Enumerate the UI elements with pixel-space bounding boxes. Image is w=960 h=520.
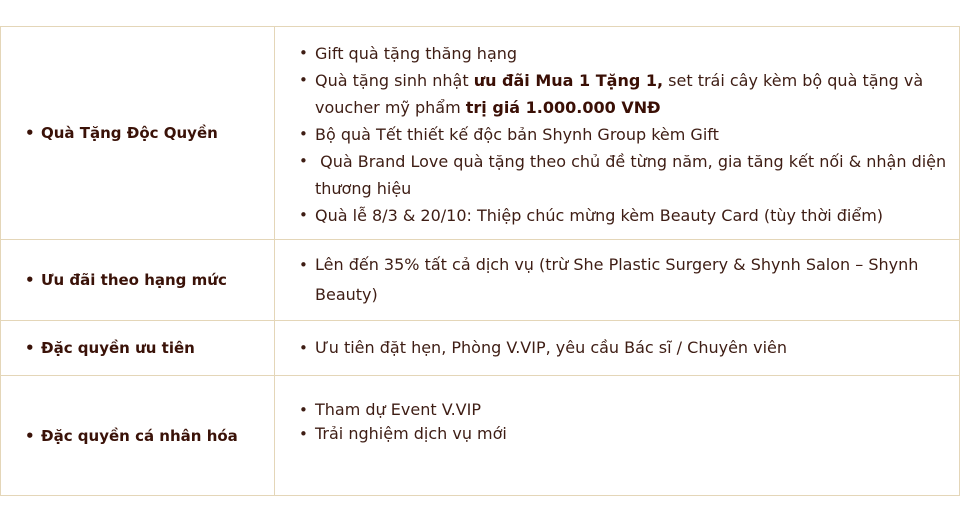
list-item xyxy=(25,427,238,445)
highlight-text: trị giá 1.000.000 VNĐ xyxy=(465,98,661,117)
benefit-detail-text xyxy=(315,40,517,67)
table-row xyxy=(1,321,960,376)
bullet-icon: • xyxy=(25,339,35,357)
benefit-details-cell xyxy=(275,27,960,239)
benefit-category-label: Đặc quyền cá nhân hóa xyxy=(41,426,238,445)
text-segment: Gift quà tặng thăng hạng xyxy=(315,44,518,63)
benefit-detail-text xyxy=(315,422,507,446)
benefit-category-label: Quà Tặng Độc Quyền xyxy=(41,124,218,142)
text-segment: Lên đến 35% tất cả dịch vụ (trừ She Plastic Surgery & Shynh Salon – Shynh Beauty) xyxy=(315,255,919,304)
text-segment: Quà lễ 8/3 & 20/10: Thiệp chúc mừng kèm Beauty Card (tùy thời điểm) xyxy=(315,206,884,225)
list-item xyxy=(25,339,195,357)
bullet-icon: • xyxy=(299,256,308,274)
bullet-icon: • xyxy=(299,339,308,357)
list-item xyxy=(299,40,949,67)
list-item xyxy=(25,271,227,289)
benefit-detail-text xyxy=(315,202,883,229)
benefit-details-cell xyxy=(275,240,960,320)
text-segment: Quà tặng sinh nhật xyxy=(315,71,474,90)
benefit-category-cell xyxy=(1,27,275,239)
bullet-icon: • xyxy=(299,206,308,224)
benefit-category-label: Ưu đãi theo hạng mức xyxy=(41,271,227,289)
table-row xyxy=(1,376,960,496)
bullet-icon: • xyxy=(25,124,35,142)
benefit-detail-text xyxy=(315,148,952,202)
benefit-category-cell xyxy=(1,240,275,320)
list-item xyxy=(299,148,952,202)
text-segment: Quà Brand Love quà tặng theo chủ đề từng năm, gia tăng kết nối & nhận diện thương hiệu xyxy=(315,152,952,198)
list-item xyxy=(25,124,218,142)
benefit-details-cell xyxy=(275,376,960,495)
list-item xyxy=(299,250,949,310)
benefit-detail-text xyxy=(315,335,787,361)
table-row xyxy=(1,27,960,240)
bullet-icon: • xyxy=(299,44,308,62)
benefit-details-cell xyxy=(275,321,960,375)
benefit-detail-text xyxy=(315,250,949,310)
bullet-icon: • xyxy=(299,71,308,89)
bullet-icon: • xyxy=(299,125,308,143)
text-segment: Bộ quà Tết thiết kế độc bản Shynh Group kèm Gift xyxy=(315,125,719,144)
bullet-icon: • xyxy=(25,426,35,445)
list-item xyxy=(299,335,949,361)
bullet-icon: • xyxy=(299,425,308,443)
benefits-table xyxy=(0,26,960,496)
text-segment: Tham dự Event V.VIP xyxy=(315,400,481,419)
bullet-icon: • xyxy=(299,152,308,170)
text-segment: Trải nghiệm dịch vụ mới xyxy=(315,424,507,443)
benefit-detail-text xyxy=(315,121,719,148)
text-segment: Ưu tiên đặt hẹn, Phòng V.VIP, yêu cầu Bác sĩ / Chuyên viên xyxy=(315,338,788,357)
bullet-icon: • xyxy=(25,271,35,289)
list-item xyxy=(299,422,949,446)
list-item xyxy=(299,121,949,148)
text-segment: set trái cây kèm bộ quà tặng và voucher mỹ phẩm xyxy=(315,71,924,117)
benefit-category-cell xyxy=(1,321,275,375)
benefit-detail-text xyxy=(315,398,481,422)
bullet-icon: • xyxy=(299,401,308,419)
benefit-detail-text xyxy=(315,67,949,121)
list-item xyxy=(299,398,949,422)
list-item xyxy=(299,67,949,121)
table-row xyxy=(1,240,960,321)
list-item xyxy=(299,202,949,229)
highlight-text: ưu đãi Mua 1 Tặng 1, xyxy=(473,71,664,90)
benefit-category-cell xyxy=(1,376,275,495)
benefit-category-label: Đặc quyền ưu tiên xyxy=(41,339,195,357)
